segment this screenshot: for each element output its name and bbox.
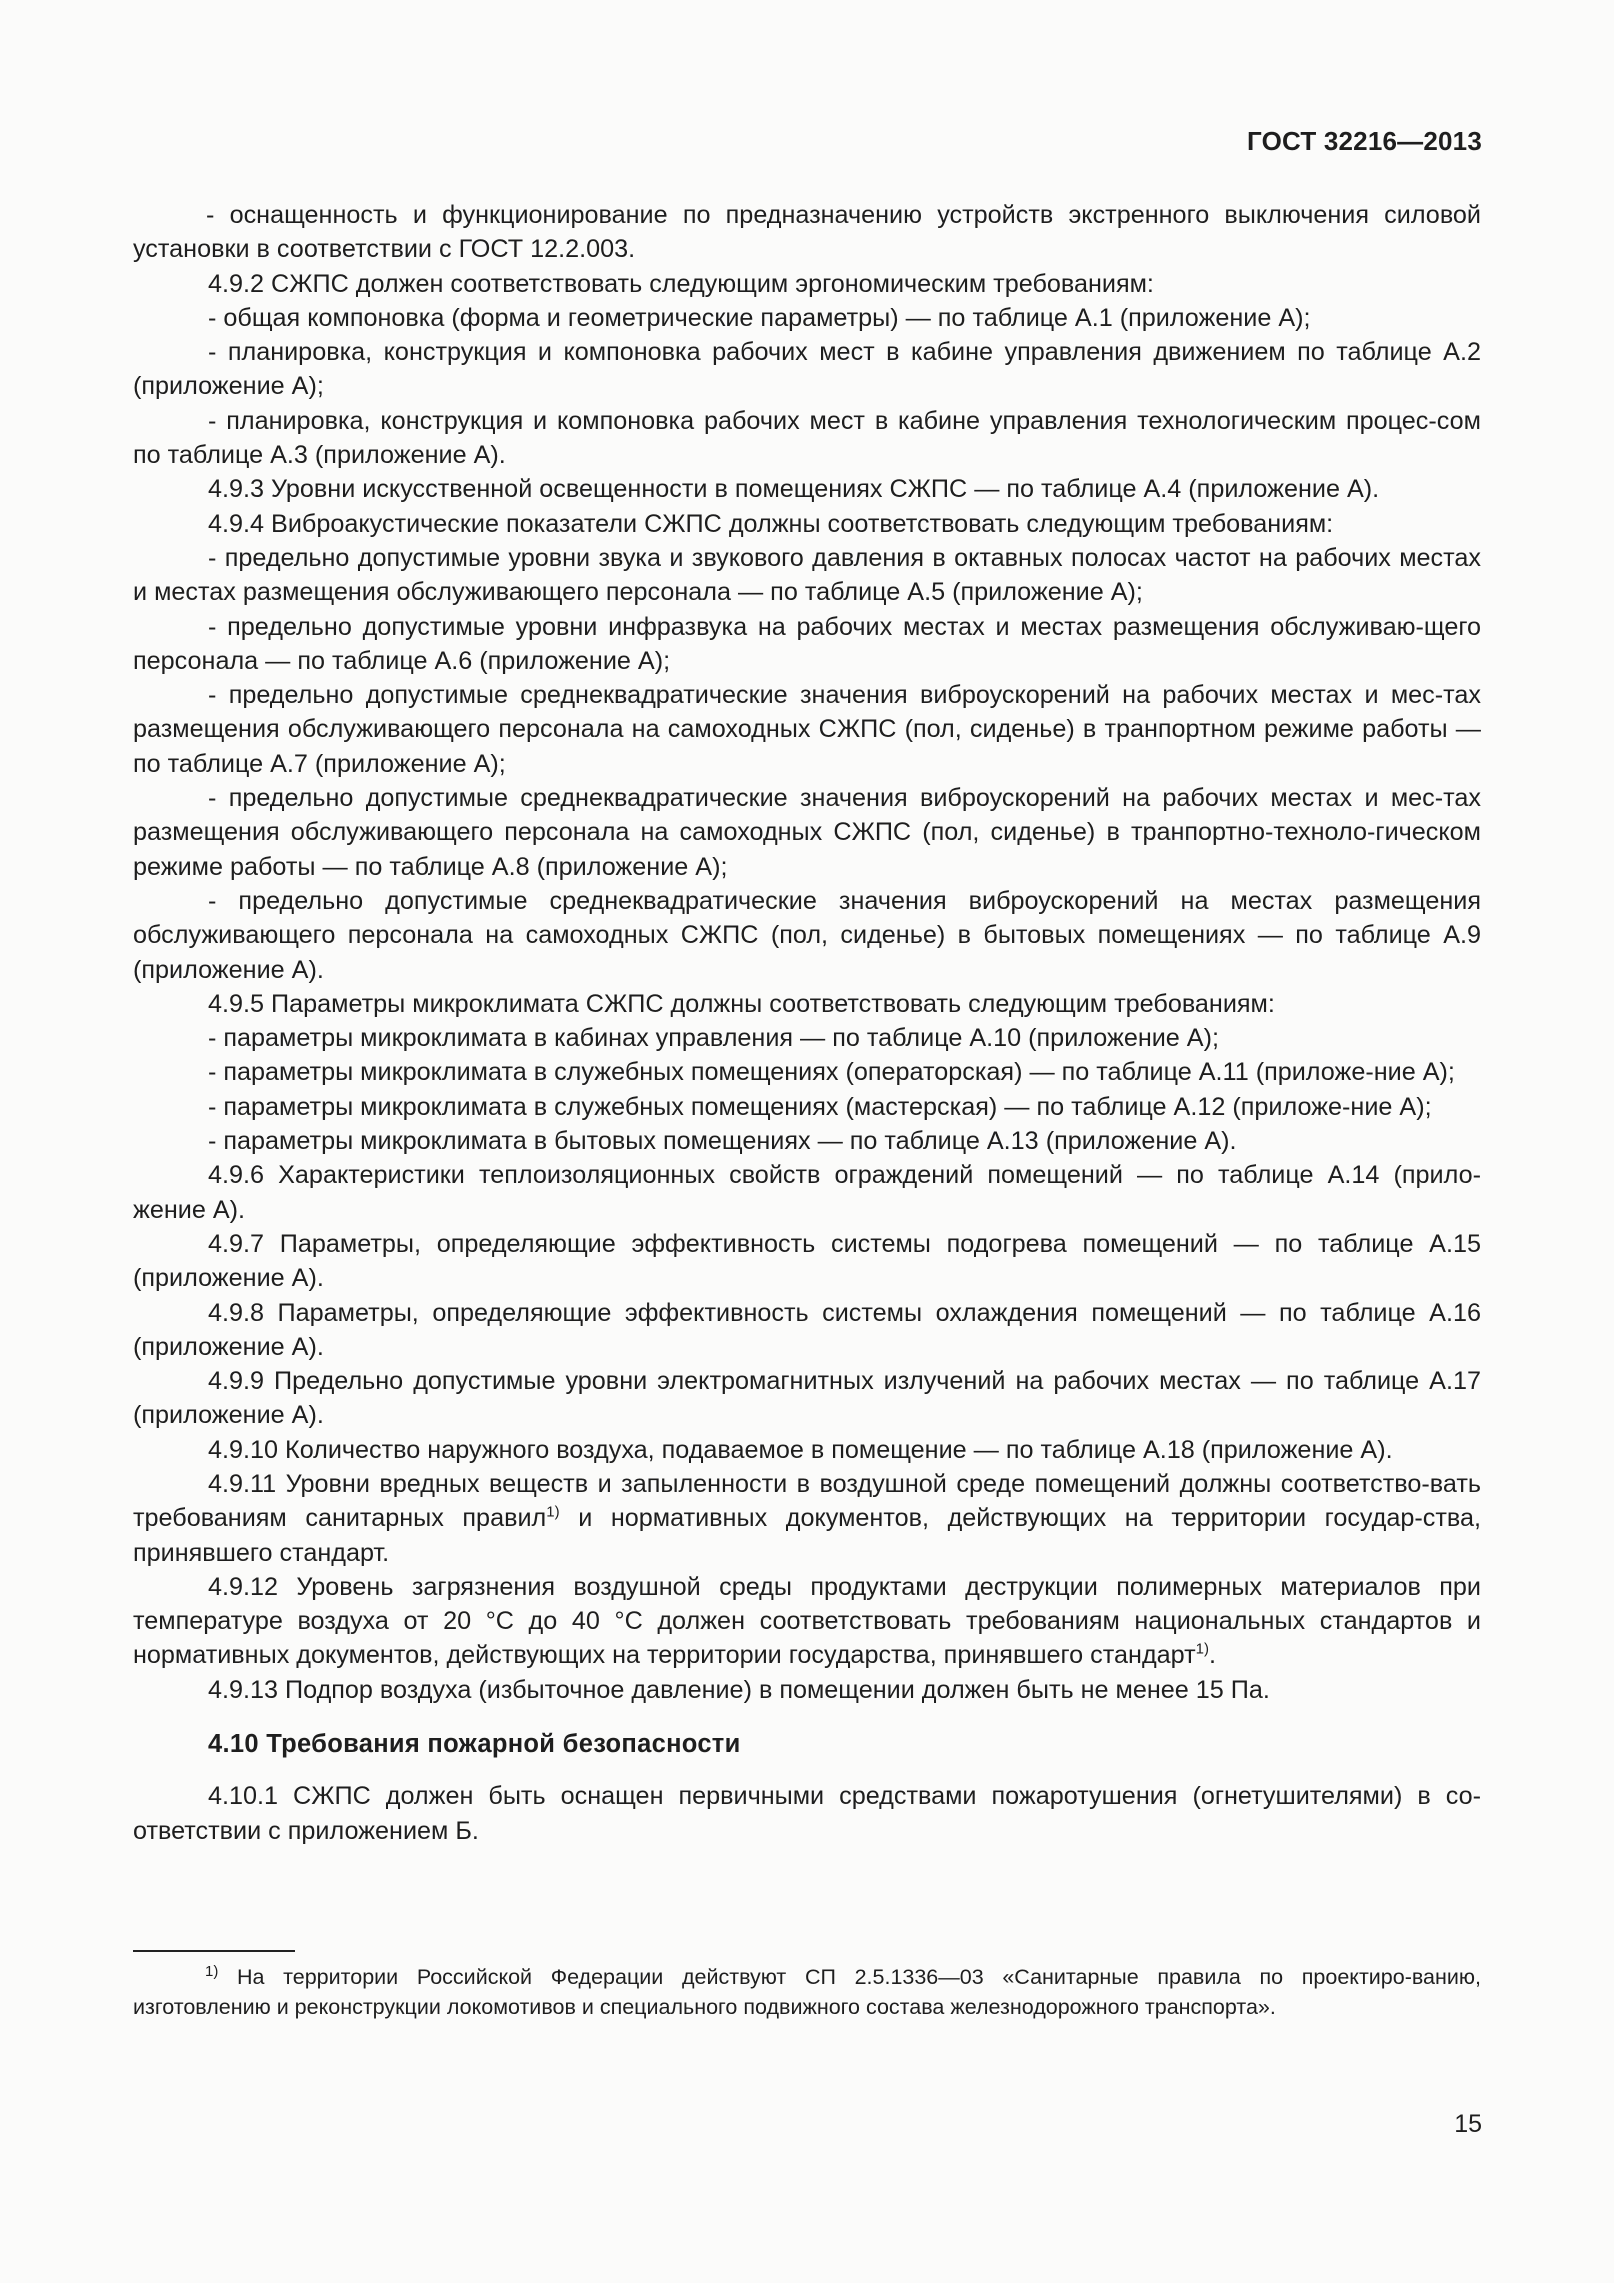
paragraph: 4.9.9 Предельно допустимые уровни электромагнитных излучений на рабочих местах — по таблице А.17 (приложение А).: [133, 1367, 1481, 1430]
paragraph: - оснащенность и функционирование по предназначению устройств экстренного выключения силовой установки в соответствии с ГОСТ 12.2.003.: [133, 201, 1481, 264]
paragraph: - параметры микроклимата в кабинах управления — по таблице А.10 (приложение А);: [208, 1024, 1219, 1053]
section-heading: 4.10 Требования пожарной безопасности: [208, 1730, 741, 1759]
paragraph: 4.9.2 СЖПС должен соответствовать следующим эргономическим требованиям:: [208, 269, 1154, 298]
footnote-text: На территории Российской Федерации действуют СП 2.5.1336—03 «Санитарные правила по проектиро-ванию, изготовлению и реконструкции локомотивов и специального подвижного состава железнодорожного транспорта».: [133, 1965, 1481, 2019]
paragraph: - планировка, конструкция и компоновка рабочих мест в кабине управления технологическим процес-сом по таблице А.3 (приложение А).: [133, 406, 1481, 470]
footnote-marker: 1): [205, 1962, 219, 1980]
paragraph: 4.9.3 Уровни искусственной освещенности в помещениях СЖПС — по таблице А.4 (приложение А).: [208, 475, 1380, 504]
paragraph-text: 4.9.12 Уровень загрязнения воздушной среды продуктами деструкции полимерных материалов при температуре воздуха от 20 °С до 40 °С должен соответствовать требованиям национальных стандартов и нормативных документов, действующих на территории государства, принявшего стандарт: [133, 1572, 1481, 1670]
paragraph-4-9-11: [133, 1467, 1481, 1570]
paragraph: - параметры микроклимата в бытовых помещениях — по таблице А.13 (приложение А).: [208, 1127, 1237, 1156]
paragraph-4-9-12: [133, 1570, 1481, 1673]
paragraph: - предельно допустимые уровни инфразвука на рабочих местах и местах размещения обслуживаю-щего персонала — по таблице А.6 (приложение А);: [133, 612, 1481, 675]
footnote: [133, 1962, 1481, 2022]
document-body: [133, 198, 1481, 1848]
page-number: 15: [1454, 2110, 1482, 2138]
paragraph: 4.9.5 Параметры микроклимата СЖПС должны соответствовать следующим требованиям:: [208, 989, 1275, 1018]
paragraph: - общая компоновка (форма и геометрические параметры) — по таблице А.1 (приложение А);: [208, 303, 1311, 332]
paragraph-4-10-1: 4.10.1 СЖПС должен быть оснащен первичными средствами пожаротушения (огнетушителями) в со-ответствии с приложением Б.: [133, 1782, 1481, 1845]
paragraph: - параметры микроклимата в служебных помещениях (мастерская) — по таблице А.12 (приложе-ние А);: [208, 1092, 1432, 1121]
paragraph: - предельно допустимые среднеквадратические значения виброускорений на рабочих местах и мес-тах размещения обслуживающего персонала на самоходных СЖПС (пол, сиденье) в транпортном режиме работы — по таблице А.7 (приложение А);: [133, 681, 1481, 778]
paragraph-text: 4.9.11 Уровни вредных веществ и запыленности в воздушной среде помещений должны соответство-вать требованиям санитарных правил: [133, 1469, 1481, 1533]
paragraph-text: и нормативных документов, действующих на территории государ-ства, принявшего стандарт.: [133, 1504, 1482, 1567]
paragraph: - предельно допустимые среднеквадратические значения виброускорений на местах размещения обслуживающего персонала на самоходных СЖПС (пол, сиденье) в бытовых помещениях — по таблице А.9 (приложение А).: [133, 886, 1481, 984]
paragraph: - параметры микроклимата в служебных помещениях (операторская) — по таблице А.11 (приложе-ние А);: [208, 1058, 1455, 1087]
document-header: ГОСТ 32216—2013: [1247, 126, 1482, 156]
footnote-reference: 1): [1195, 1641, 1209, 1659]
paragraph-text: .: [1209, 1641, 1216, 1670]
paragraph-4-9-13: 4.9.13 Подпор воздуха (избыточное давление) в помещении должен быть не менее 15 Па.: [208, 1675, 1270, 1704]
paragraph: 4.9.4 Виброакустические показатели СЖПС должны соответствовать следующим требованиям:: [208, 509, 1334, 538]
paragraph: 4.9.7 Параметры, определяющие эффективность системы подогрева помещений — по таблице А.15 (приложение А).: [133, 1229, 1481, 1293]
paragraph: - планировка, конструкция и компоновка рабочих мест в кабине управления движением по таблице А.2 (приложение А);: [133, 338, 1481, 401]
footnote-divider: [133, 1950, 295, 1952]
paragraph: 4.9.10 Количество наружного воздуха, подаваемое в помещение — по таблице А.18 (приложение А).: [208, 1435, 1393, 1464]
paragraph: - предельно допустимые среднеквадратические значения виброускорений на рабочих местах и мес-тах размещения обслуживающего персонала на самоходных СЖПС (пол, сиденье) в транпортно-техноло-гическом режиме работы — по таблице А.8 (приложение А);: [133, 784, 1481, 881]
paragraph: 4.9.6 Характеристики теплоизоляционных свойств ограждений помещений — по таблице А.14 (прило-жение А).: [133, 1161, 1481, 1224]
paragraph: - предельно допустимые уровни звука и звукового давления в октавных полосах частот на рабочих местах и местах размещения обслуживающего персонала — по таблице А.5 (приложение А);: [133, 543, 1481, 607]
paragraph: 4.9.8 Параметры, определяющие эффективность системы охлаждения помещений — по таблице А.16 (приложение А).: [133, 1298, 1481, 1361]
footnote-reference: 1): [546, 1503, 560, 1521]
